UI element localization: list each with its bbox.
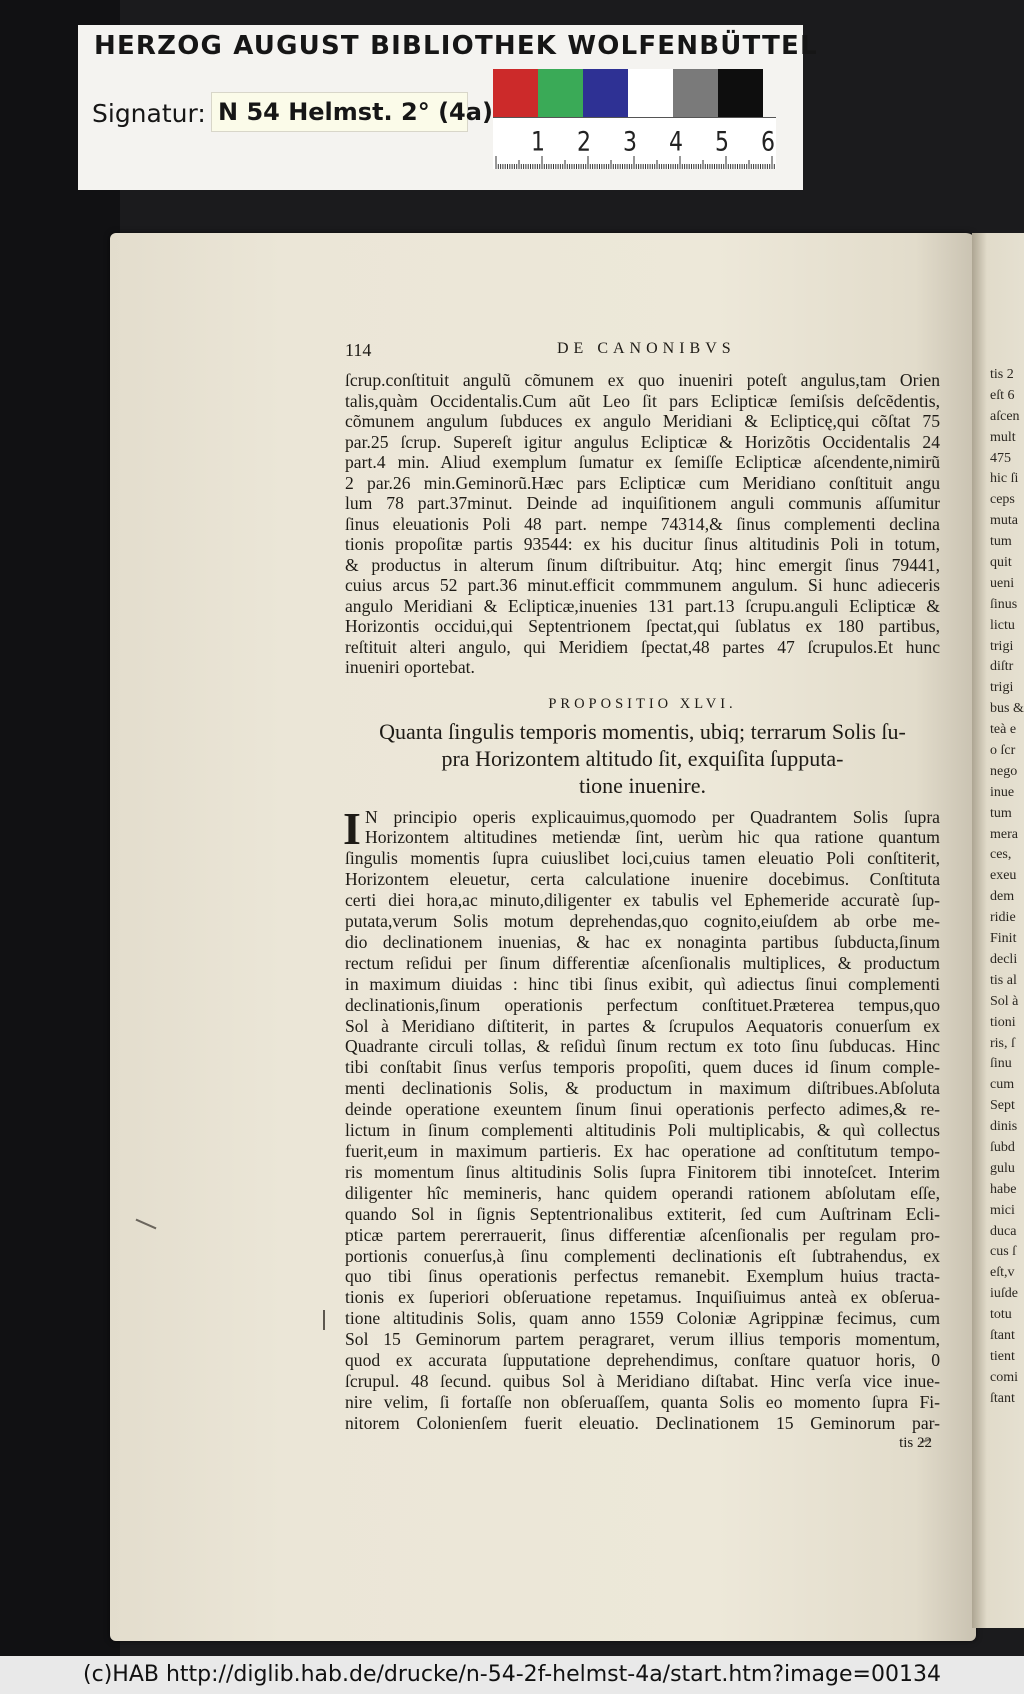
text-line: lum 78 part.37minut. Deinde ad inquiſitionem anguli communis aſſumitur: [345, 493, 940, 513]
text-line: N principio operis explicauimus,quomodo per Quadrantem Solis ſupra: [365, 806, 940, 827]
ruler-number: 1: [531, 127, 545, 158]
text-line: Sol 15 Geminorum partem peragraret, verum illius temporis momentum,: [345, 1329, 940, 1350]
facing-page-fragment: ridie: [990, 910, 1016, 926]
facing-page-fragment: quit: [990, 555, 1012, 571]
text-line: tionis propoſitæ partis 93544: ex his ducitur ſinus altitudinis Poli in totum,: [345, 534, 940, 554]
text-line: portionis conuerſus,à ſinu complementi declinationis eſt ſubtrahendus, ex: [345, 1245, 940, 1266]
facing-page-fragment: ſtant: [990, 1390, 1015, 1406]
facing-page-fragment: tioni: [990, 1014, 1016, 1030]
facing-page-fragment: iuſde: [990, 1286, 1018, 1302]
proposition-heading: PROPOSITIO XLVI.: [548, 695, 737, 712]
facing-page-fragment: Sept: [990, 1098, 1015, 1114]
text-line: Horizontem altitudines metiendæ ſint, uerùm hic qua ratione quantum: [365, 827, 940, 848]
text-line: menti declinationis Solis, & productum in maximum diſtribues.Abſoluta: [345, 1078, 940, 1099]
facing-page-fragment: exeu: [990, 868, 1017, 884]
ruler-number: 4: [669, 127, 683, 158]
text-line: dio declinationem inuenias, & hac ex nonaginta partibus ſubducta,ſinum: [345, 931, 940, 952]
facing-page-fragment: ſinu: [990, 1056, 1012, 1072]
text-line: part.4 min. Aliud exemplum ſumatur ex ſemiſſe Eclipticæ aſcendente,nimirũ: [345, 452, 940, 472]
library-label-card: [78, 25, 818, 190]
facing-page-fragment: ces,: [990, 847, 1012, 863]
ruler-number: 5: [715, 127, 729, 158]
facing-page-fragment: tient: [990, 1348, 1015, 1364]
text-line: fuerit,eum in maximum partieris. Ex hac operatione ad conſtitutum tempo-: [345, 1141, 940, 1161]
facing-page-fragment: ſinus: [990, 596, 1018, 612]
facing-page-fragment: tum: [990, 805, 1012, 821]
text-line: ris momentum ſinus altitudinis Solis ſupra Finitorem tibi innoteſcet. Interim: [345, 1161, 940, 1182]
color-swatch: [673, 69, 718, 117]
color-swatch: [628, 69, 673, 117]
proposition-title: [345, 718, 940, 799]
text-line: cuius arcus 52 part.36 minut.efficit commmunem angulum. Si hunc adieceris: [345, 575, 940, 595]
facing-page-fragment: cus ſ: [990, 1244, 1017, 1260]
text-line: rectum reſidui per ſinum differentiæ aſcenſionalis multiplices, & productum: [345, 952, 940, 973]
facing-page-fragment: duca: [990, 1223, 1017, 1239]
ruler-number: 6: [761, 127, 775, 158]
running-head: [345, 340, 940, 370]
facing-page-fragment: hic ſi: [990, 471, 1019, 487]
library-name: HERZOG AUGUST BIBLIOTHEK WOLFENBÜTTEL: [94, 31, 818, 61]
signatur-value: N 54 Helmst. 2° (4a): [211, 92, 468, 132]
text-line: ſingulis momentis ſupra cuiuslibet loci,cuius tamen eleuatio Poli conſtiterit,: [345, 848, 940, 869]
text-line: in maximum diuidas : hinc tibi ſinus exibit, quì adiectus ſinui complementi: [345, 973, 940, 994]
running-title: DE CANONIBVS: [557, 340, 736, 357]
facing-page-fragment: gulu: [990, 1160, 1015, 1176]
facing-page-text-fragments: [990, 365, 1024, 1410]
text-line: reſtituit alteri angulo, qui Meridiem ſpectat,48 partes 47 ſcrupulos.Et hunc: [345, 636, 940, 657]
facing-page-fragment: totu: [990, 1307, 1012, 1323]
text-line: Horizontem eleuetur, certa calculatione inuenire docebimus. Conſtituta: [345, 869, 940, 890]
facing-page-fragment: ueni: [990, 575, 1015, 591]
facing-page-fragment: muta: [990, 513, 1018, 529]
text-line: Sol à Meridiano diſtiterit, in partes & ſcrupulos Aequatoris conuerſum ex: [345, 1015, 940, 1036]
facing-page-fragment: eſt,v: [990, 1265, 1015, 1281]
text-line: Quadrante circuli tollas, & reſiduì ſinum rectum ex toto ſinu ſubducas. Hinc: [345, 1036, 940, 1057]
signatur-label: Signatur:: [92, 99, 206, 128]
color-swatch: [493, 69, 538, 117]
ruler-number: 3: [623, 127, 637, 158]
facing-page-fragment: dem: [990, 889, 1015, 905]
text-line: tione inuenire.: [578, 772, 707, 798]
opening-paragraph: [345, 370, 940, 678]
text-line: nitorem Colonienſem fuerit eleuatio. Declinationem 15 Geminorum par-: [345, 1412, 940, 1433]
text-line: Horizontis occidui,qui Septentrionem ſpectat,qui ſublatus ex 180 partibus,: [345, 616, 940, 636]
catchword: tis 22: [899, 1434, 932, 1451]
facing-page-fragment: teà e: [990, 722, 1017, 738]
facing-page-fragment: aſcen: [990, 408, 1020, 424]
page-number: 114: [345, 340, 372, 360]
text-line: cõmunem angulum ſubduces ex angulo Meridiani & Eclipticę,qui cõſtat 75: [345, 411, 940, 431]
facing-page-fragment: Sol à: [990, 993, 1019, 1009]
page-text-block: [345, 340, 940, 1452]
text-line: Quanta ſingulis temporis momentis, ubiq; terrarum Solis ſu-: [379, 718, 906, 744]
facing-page-fragment: cum: [990, 1077, 1015, 1093]
text-line: certi diei hora,ac minuto,diligenter ex tabulis vel Ephemeride accuratè ſup-: [345, 890, 940, 911]
facing-page-fragment: diſtr: [990, 659, 1014, 675]
facing-page-fragment: comi: [990, 1369, 1018, 1385]
facing-page-fragment: nego: [990, 763, 1018, 779]
facing-page-fragment: tis 2: [990, 367, 1014, 382]
color-swatch: [538, 69, 583, 117]
text-line: inueniri oportebat.: [345, 657, 475, 677]
text-line: par.25 ſcrup. Supereſt igitur angulus Eclipticæ & Horizõtis Occidentalis 24: [345, 431, 940, 452]
facing-page-fragment: eſt 6: [990, 387, 1015, 403]
footer-credit: (c)HAB http://diglib.hab.de/drucke/n-54-2f-helmst-4a/start.htm?image=00134: [0, 1656, 1024, 1694]
facing-page-fragment: ſubd: [990, 1139, 1015, 1155]
drop-cap: I: [343, 802, 361, 854]
text-line: ſcrupul. 48 ſecund. quibus Sol à Meridiano diſtabat. Hinc verſa vice inue-: [345, 1370, 940, 1391]
text-line: pticæ partem pererrauerit, ſinus differentiæ aſcenſionalis per regulam pro-: [345, 1224, 940, 1245]
text-line: declinationis,ſinum operationis perfectum conſtituet.Præterea tempus,quo: [345, 994, 940, 1015]
text-line: tibi conſtabit ſinus verſus temporis propoſiti, quem duces id ſinum comple-: [345, 1057, 940, 1078]
text-line: putata,verum Solis motum deprehendas,quo cognito,eiuſdem ab orbe me-: [345, 911, 940, 932]
text-line: diligenter hîc memineris, hanc quidem operandi rationem abſolutam eſſe,: [345, 1182, 940, 1203]
text-line: talis,quàm Occidentalis.Cum aũt Leo ſit pars Eclipticæ ſemiſsis deſcẽdentis,: [345, 390, 940, 411]
facing-page-fragment: decli: [990, 951, 1018, 967]
facing-page-fragment: ris, ſ: [990, 1035, 1015, 1051]
color-swatch: [718, 69, 763, 117]
text-line: pra Horizontem altitudo ſit, exquiſita ſupputa-: [441, 745, 844, 771]
facing-page-fragment: habe: [990, 1181, 1017, 1197]
color-calibration-chart: [493, 69, 763, 117]
facing-page-fragment: o ſcr: [990, 743, 1016, 759]
facing-page-fragment: ceps: [990, 492, 1015, 508]
proposition-body: [343, 802, 940, 1434]
margin-pencil-mark: [323, 1310, 325, 1330]
facing-page-edge: [972, 233, 1024, 1628]
facing-page-fragment: dinis: [990, 1119, 1018, 1135]
text-line: 2 par.26 min.Geminorũ.Hæc pars Eclipticæ cum Meridiano conſtituit angu: [345, 472, 940, 493]
facing-page-fragment: bus &: [990, 701, 1024, 717]
text-line: ſinus eleuationis Poli 48 part. nempe 74314,& ſinus complementi declina: [345, 513, 940, 534]
ruler-number: 2: [577, 127, 591, 158]
text-line: tionis ex ſuperiori obſeruatione repetamus. Inquiſiuimus anteà ex obſerua-: [345, 1287, 940, 1308]
facing-page-fragment: tum: [990, 534, 1012, 550]
text-line: tione altitudinis Solis, quam anno 1559 Coloniæ Agrippinæ fecimus, cum: [345, 1308, 940, 1329]
facing-page-fragment: trigi: [990, 638, 1014, 654]
facing-page-fragment: 475: [990, 450, 1011, 466]
text-line: quo tibi ſinus operationis perfectus remanebit. Exemplum huius tracta-: [345, 1266, 940, 1287]
facing-page-fragment: mera: [990, 826, 1018, 842]
color-swatch: [583, 69, 628, 117]
facing-page-fragment: inue: [990, 784, 1015, 800]
facing-page-fragment: lictu: [990, 617, 1015, 633]
facing-page-fragment: mici: [990, 1202, 1015, 1218]
text-line: ſcrup.conſtituit angulũ cõmunem ex quo inueniri poteſt angulus,tam Orien: [345, 370, 940, 390]
text-line: angulo Meridiani & Eclipticæ,inuenies 131 part.13 ſcrupu.anguli Eclipticæ &: [345, 595, 940, 616]
text-line: & productus in alterum ſinum diſtribuitur. Atq; hinc emergit ſinus 79441,: [345, 554, 940, 575]
text-line: quando Sol in ſignis Septentrionalibus extiterit, ſed cum Auſtrinam Ecli-: [345, 1203, 940, 1224]
text-line: lictum in ſinum complementi altitudinis Poli multiplicabis, & quì collectus: [345, 1120, 940, 1141]
text-line: nire velim, ſi fortaſſe non obſeruaſſem, quanta Solis eo momento ſupra Fi-: [345, 1391, 940, 1412]
facing-page-fragment: tis al: [990, 972, 1017, 988]
text-line: deinde operatione exeuntem ſinum ſinui operationis perfecto adimes,& re-: [345, 1099, 940, 1120]
text-line: quod ex accurata ſupputatione deprehendimus, conſtare quatuor horis, 0: [345, 1350, 940, 1371]
facing-page-fragment: ſtant: [990, 1327, 1015, 1343]
facing-page-fragment: mult: [990, 429, 1016, 445]
scale-ruler: [493, 117, 776, 169]
facing-page-fragment: trigi: [990, 680, 1014, 696]
dark-background: [0, 0, 120, 1694]
facing-page-fragment: Finit: [990, 931, 1017, 947]
